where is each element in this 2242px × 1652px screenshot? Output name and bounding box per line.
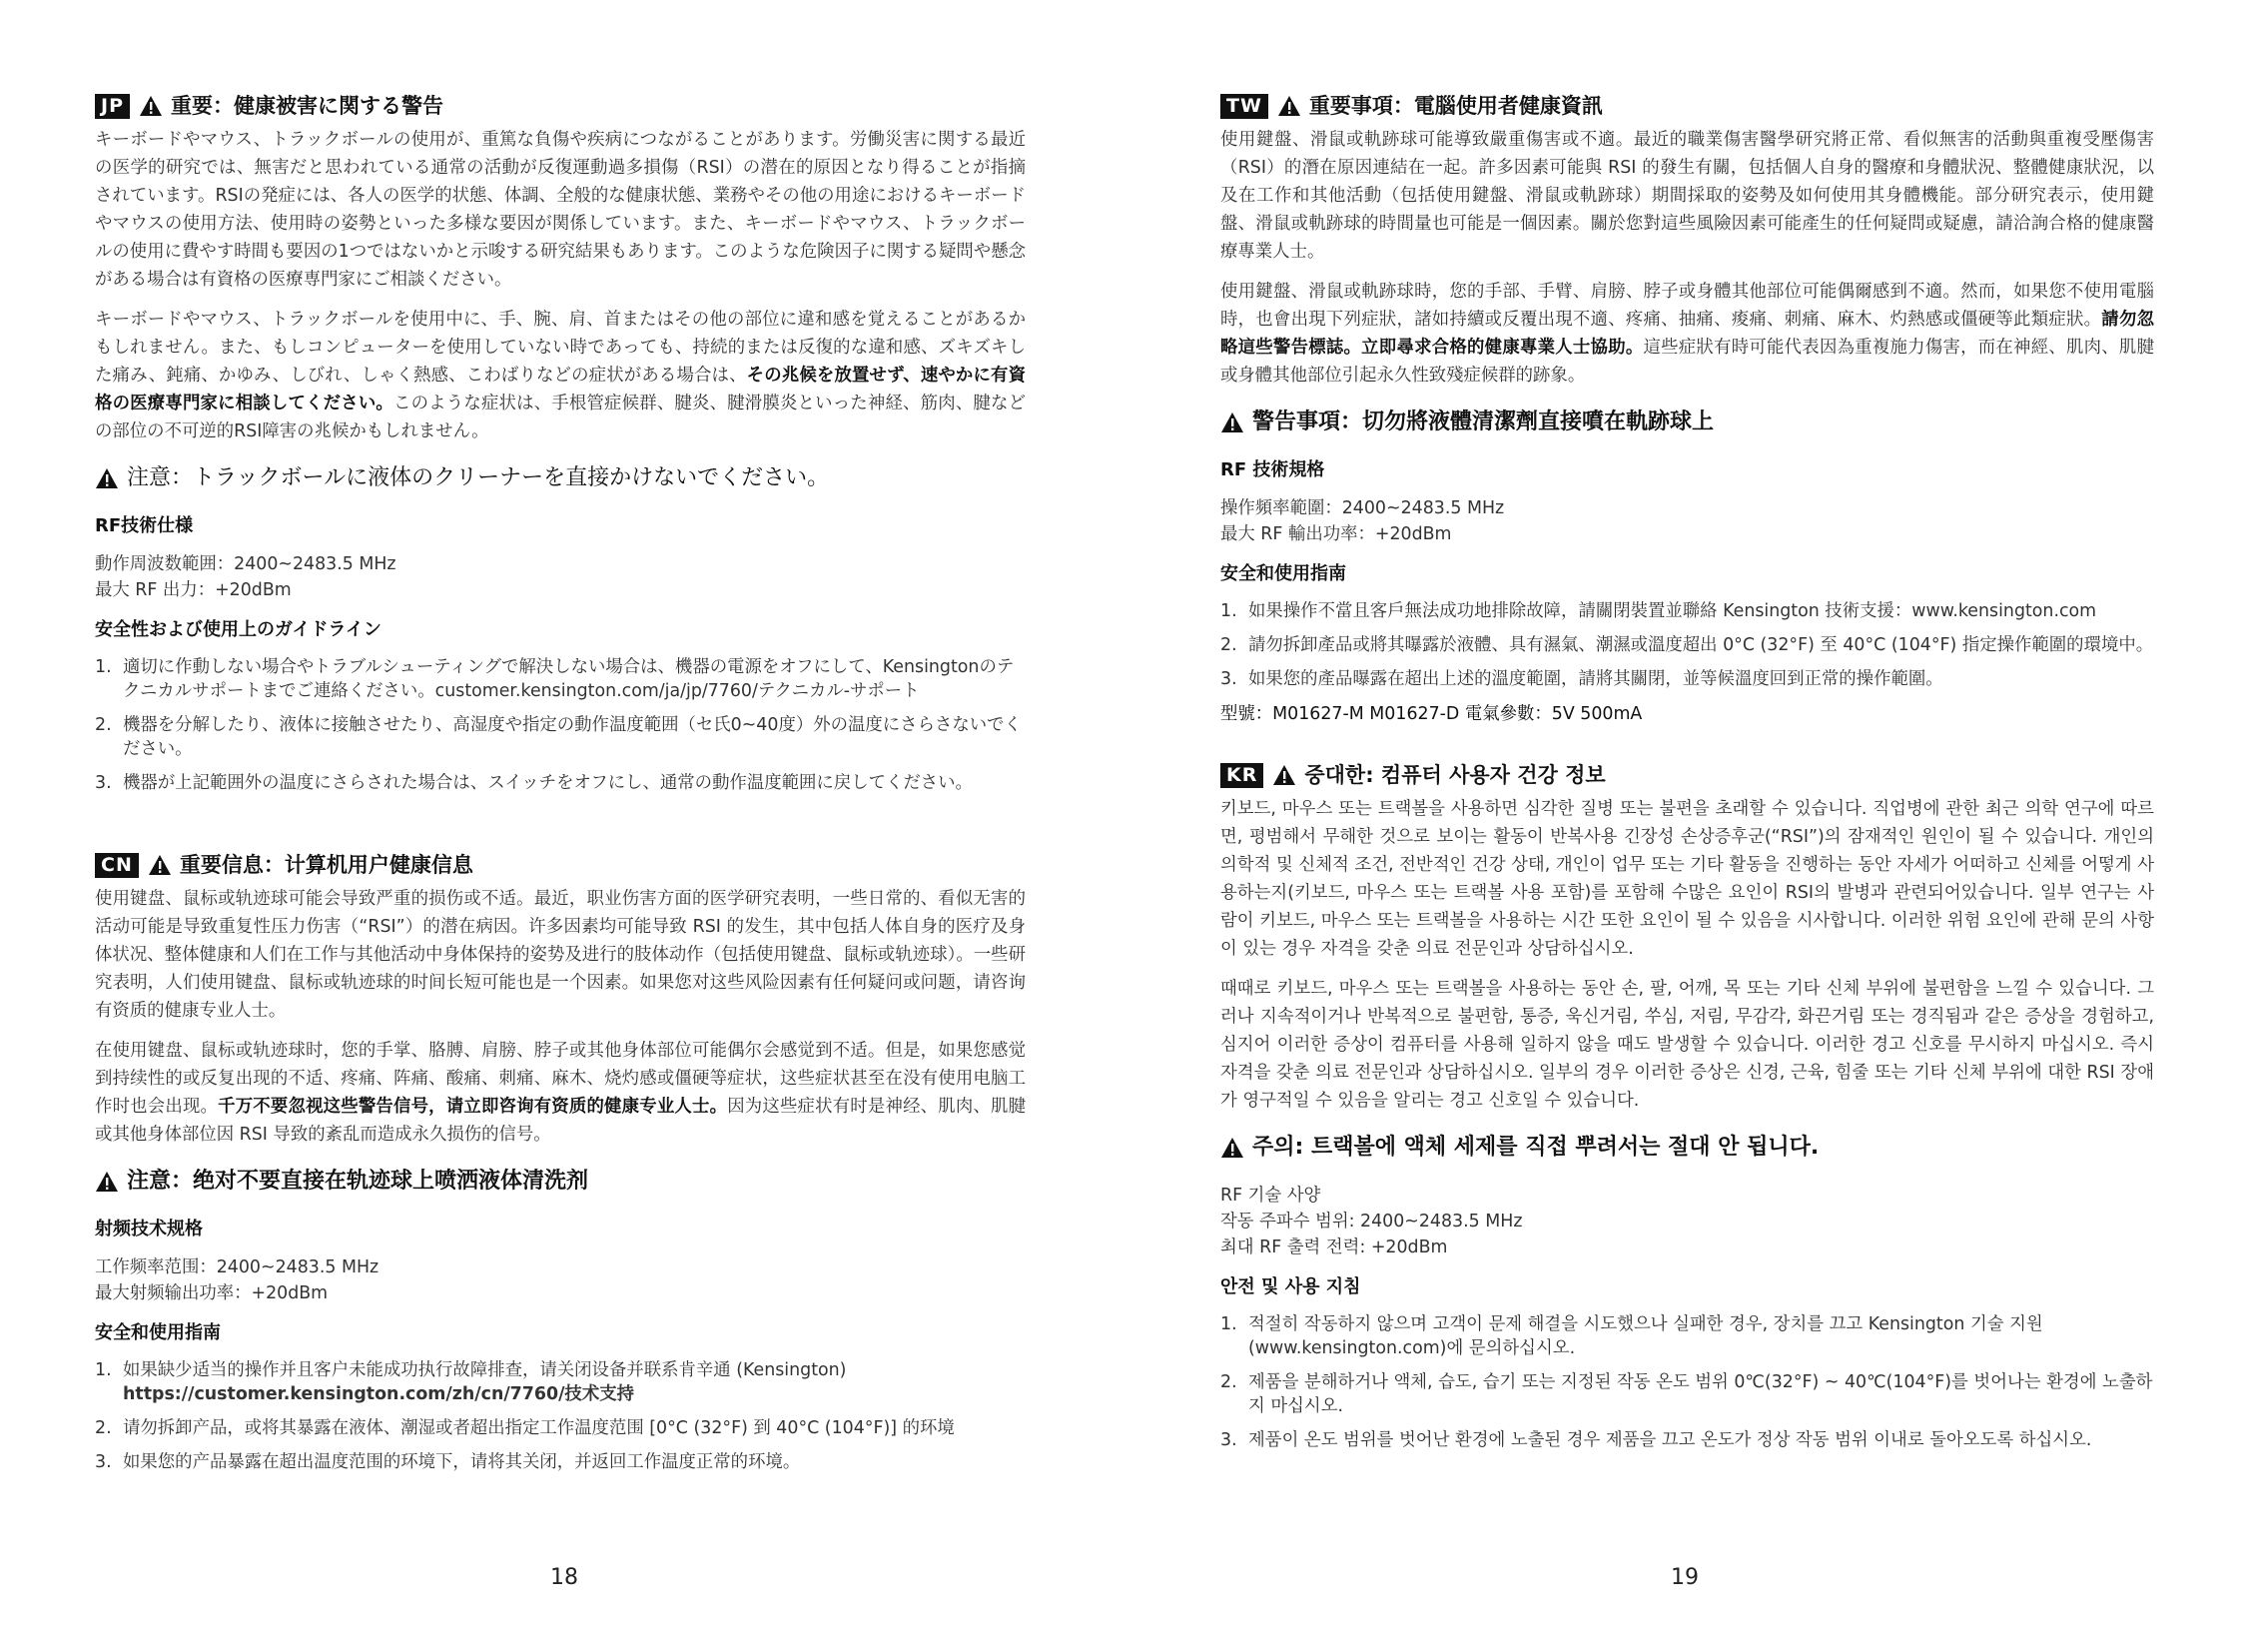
kr-section-title <box>1220 761 2154 789</box>
tw-paragraph-2-bold: 請勿忽略這些警告標誌。立即尋求合格的健康專業人士協助。 <box>1220 310 2154 358</box>
warning-triangle-icon <box>95 1171 119 1193</box>
tw-paragraph-2-tail: 這些症狀有時可能代表因為重複施力傷害，而在神經、肌肉、肌腱或身體其他部位引起永久性致殘症候群的跡象。 <box>1220 338 2154 386</box>
cn-caution <box>95 1167 1026 1197</box>
tw-caution-text: 警告事項：切勿將液體清潔劑直接噴在軌跡球上 <box>1252 410 1715 434</box>
jp-section <box>95 92 1026 795</box>
cn-rf-heading: 射频技术规格 <box>95 1219 203 1239</box>
cn-paragraph-2-bold: 千万不要忽视这些警告信号，请立即咨询有资质的健康专业人士。 <box>218 1097 728 1117</box>
tw-section <box>1220 92 2154 727</box>
cn-guide-1-text: 如果缺少适当的操作并且客户未能成功执行故障排查，请关闭设备并联系肯辛通 (Kensington) <box>123 1360 847 1380</box>
jp-paragraph-2-bold: その兆候を放置せず、速やかに有資格の医療専門家に相談してください。 <box>95 366 1026 413</box>
warning-triangle-icon <box>1220 1137 1244 1159</box>
list-item: 2. 请勿拆卸产品，或将其暴露在液体、潮湿或者超出指定工作温度范围 [0°C (32°F) 到 40°C (104°F)] 的环境 <box>95 1418 955 1438</box>
warning-triangle-icon <box>1277 95 1301 117</box>
jp-caution <box>95 463 1026 493</box>
kr-guide-heading: 안전 및 사용 지침 <box>1220 1276 1361 1297</box>
tw-paragraph-2 <box>1220 278 2154 390</box>
kr-paragraph-1: 키보드, 마우스 또는 트랙볼을 사용하면 심각한 질병 또는 불편을 초래할 수 있습니다. 직업병에 관한 최근 의학 연구에 따르면, 평범해서 무해한 것으로 보이는 활동이 반복사용 긴장성 손상증후군(“RSI”)의 잠재적인 원인이 될 수 있습니다. 개인의 의학적 및 신체적 조건, 전반적인 건강 상태, 개인이 업무 또는 기타 활동을 진행하는 동안 자세가 어떠하고 신체를 어떻게 사용하는지(키보드, 마우스 또는 트랙볼 사용 포함)를 포함해 수많은 요인이 RSI의 발병과 관련되어있습니다. 일부 연구는 사람이 키보드, 마우스 또는 트랙볼을 사용하는 시간 또한 요인이 될 수 있음을 시사합니다. 이러한 위험 요인에 관해 문의 사항이 있는 경우 자격을 갖춘 의료 전문인과 상담하십시오. <box>1220 799 2154 959</box>
cn-language-badge: CN <box>95 853 139 878</box>
tw-paragraph-1: 使用鍵盤、滑鼠或軌跡球可能導致嚴重傷害或不適。最近的職業傷害醫學研究將正常、看似無害的活動與重複受壓傷害（RSI）的潛在原因連結在一起。許多因素可能與 RSI 的發生有關，包括個人自身的醫療和身體狀況、整體健康狀況，以及在工作和其他活動（包括使用鍵盤、滑鼠或軌跡球）期間採取的姿勢及如何使用其身體機能。部分研究表示，使用鍵盤、滑鼠或軌跡球的時間量也可能是一個因素。關於您對這些風險因素可能產生的任何疑問或疑慮，請洽詢合格的健康醫療專業人士。 <box>1220 130 2154 262</box>
list-item: 3. 제품이 온도 범위를 벗어난 환경에 노출된 경우 제품을 끄고 온도가 정상 작동 범위 이내로 돌아오도록 하십시오. <box>1220 1430 2092 1450</box>
tw-model-line: 型號：M01627-M M01627-D 電氣參數：5V 500mA <box>1220 704 1643 724</box>
kr-guide-list <box>1220 1312 2154 1452</box>
page-number-right: 19 <box>1671 1565 1699 1590</box>
jp-paragraph-2-text: キーボードやマウス、トラックボールを使用中に、手、腕、肩、首またはその他の部位に違和感を覚えることがあるかもしれません。また、もしコンピューターを使用していない時であっても、持続的または反復的な違和感、ズキズキした痛み、鈍痛、かゆみ、しびれ、しゃく熱感、こわばりなどの症状がある場合は、 <box>95 310 1026 386</box>
kr-rf-heading: RF 기술 사양 <box>1220 1186 1321 1206</box>
tw-rf-specs <box>1220 495 2154 547</box>
page-right <box>1121 0 2242 1652</box>
kr-language-badge: KR <box>1220 763 1263 788</box>
tw-guide-list <box>1220 599 2154 691</box>
jp-rf-specs <box>95 551 1026 603</box>
warning-triangle-icon <box>139 95 163 117</box>
jp-paragraph-1: キーボードやマウス、トラックボールの使用が、重篤な負傷や疾病につながることがあります。労働災害に関する最近の医学的研究では、無害だと思われている通常の活動が反復運動過多損傷（RSI）の潜在的原因となり得ることが指摘されています。RSIの発症には、各人の医学的状態、体調、全般的な健康状態、業務やその他の用途におけるキーボードやマウスの使用方法、使用時の姿勢といった多様な要因が関係しています。また、キーボードやマウス、トラックボールの使用に費やす時間も要因の1つではないかと示唆する研究結果もあります。このような危険因子に関する疑問や懸念がある場合は有資格の医療専門家にご相談ください。 <box>95 130 1026 290</box>
cn-rf-power: 最大射频输出功率：+20dBm <box>95 1283 329 1303</box>
warning-triangle-icon <box>1272 764 1296 786</box>
kr-rf-frequency: 작동 주파수 범위: 2400~2483.5 MHz <box>1220 1212 1523 1232</box>
list-item: 1. 如果缺少适当的操作并且客户未能成功执行故障排查，请关闭设备并联系肯辛通 (Kensington) https://customer.kensington.com/zh/cn/7760/技术支持 <box>95 1360 847 1404</box>
cn-guide-list <box>95 1358 1026 1474</box>
cn-section-title <box>95 851 1026 879</box>
tw-section-title <box>1220 92 2154 120</box>
tw-guide-heading: 安全和使用指南 <box>1220 563 1346 584</box>
jp-paragraph-2 <box>95 306 1026 445</box>
kr-caution-text: 주의: 트랙볼에 액체 세제를 직접 뿌려서는 절대 안 됩니다. <box>1252 1135 1820 1160</box>
list-item: 3. 機器が上記範囲外の温度にさらされた場合は、スイッチをオフにし、通常の動作温度範囲に戻してください。 <box>95 773 973 793</box>
cn-section <box>95 851 1026 1474</box>
kr-paragraph-2: 때때로 키보드, 마우스 또는 트랙볼을 사용하는 동안 손, 팔, 어깨, 목 또는 기타 신체 부위에 불편함을 느낄 수 있습니다. 그러나 지속적이거나 반복적으로 불편함, 통증, 욱신거림, 쑤심, 저림, 무감각, 화끈거림 또는 경직됨과 같은 증상을 경험하고, 심지어 이러한 증상이 컴퓨터를 사용해 일하지 않을 때도 발생할 수 있습니다. 이러한 경고 신호를 무시하지 마십시오. 즉시 자격을 갖춘 의료 전문인과 상담하십시오. 일부의 경우 이러한 증상은 신경, 근육, 힘줄 또는 기타 신체 부위에 대한 RSI 장애가 영구적일 수 있음을 알리는 경고 신호일 수 있습니다. <box>1220 979 2154 1111</box>
warning-triangle-icon <box>95 467 119 489</box>
list-item: 1. 如果操作不當且客戶無法成功地排除故障，請關閉裝置並聯絡 Kensington 技術支援：www.kensington.com <box>1220 601 2097 621</box>
jp-language-badge: JP <box>95 94 130 119</box>
tw-title-text: 重要事項：電腦使用者健康資訊 <box>1308 94 1603 118</box>
cn-paragraph-2 <box>95 1037 1026 1149</box>
jp-rf-frequency: 動作周波数範囲：2400~2483.5 MHz <box>95 554 396 574</box>
kr-title-text: 중대한: 컴퓨터 사용자 건강 정보 <box>1304 763 1606 787</box>
kr-section <box>1220 761 2154 1452</box>
tw-rf-heading: RF 技術規格 <box>1220 459 1325 480</box>
kr-rf-power: 최대 RF 출력 전력: +20dBm <box>1220 1238 1448 1257</box>
cn-guide-heading: 安全和使用指南 <box>95 1322 221 1343</box>
cn-title-text: 重要信息：计算机用户健康信息 <box>179 853 473 877</box>
tw-rf-frequency: 操作頻率範圍：2400~2483.5 MHz <box>1220 498 1505 518</box>
cn-paragraph-2-text: 在使用键盘、鼠标或轨迹球时，您的手掌、胳膊、肩膀、脖子或其他身体部位可能偶尔会感觉到不适。但是，如果您感觉到持续性的或反复出现的不适、疼痛、阵痛、酸痛、刺痛、麻木、烧灼感或僵硬等症状，这些症状甚至在没有使用电脑工作时也会出现。 <box>95 1041 1026 1117</box>
tw-rf-power: 最大 RF 輸出功率：+20dBm <box>1220 524 1452 544</box>
list-item: 2. 請勿拆卸產品或將其曝露於液體、具有濕氣、潮濕或溫度超出 0°C (32°F) 至 40°C (104°F) 指定操作範圍的環境中。 <box>1220 635 2154 655</box>
jp-section-title <box>95 92 1026 120</box>
kr-caution <box>1220 1133 2154 1163</box>
cn-rf-frequency: 工作频率范围：2400~2483.5 MHz <box>95 1257 379 1277</box>
jp-guide-list <box>95 655 1026 795</box>
list-item: 1. 적절히 작동하지 않으며 고객이 문제 해결을 시도했으나 실패한 경우, 장치를 끄고 Kensington 기술 지원(www.kensington.com)에 문의하십시오. <box>1220 1314 2043 1358</box>
cn-rf-specs <box>95 1254 1026 1306</box>
cn-caution-text: 注意：绝对不要直接在轨迹球上喷洒液体清洗剂 <box>127 1169 589 1194</box>
cn-paragraph-2-tail: 因为这些症状有时是神经、肌肉、肌腱或其他身体部位因 RSI 导致的紊乱而造成永久损伤的信号。 <box>95 1097 1026 1145</box>
warning-triangle-icon <box>1220 412 1244 433</box>
tw-caution <box>1220 408 2154 437</box>
list-item: 2. 제품을 분해하거나 액체, 습도, 습기 또는 지정된 작동 온도 범위 0℃(32°F) ~ 40℃(104°F)를 벗어나는 환경에 노출하지 마십시오. <box>1220 1372 2153 1416</box>
warning-triangle-icon <box>148 854 172 876</box>
list-item: 1. 適切に作動しない場合やトラブルシューティングで解決しない場合は、機器の電源をオフにして、Kensingtonのテクニカルサポートまでご連絡ください。customer.kensington.com/ja/jp/7760/テクニカル-サポート <box>95 657 1015 701</box>
tw-language-badge: TW <box>1220 94 1268 119</box>
kr-rf-specs <box>1220 1183 2154 1260</box>
jp-rf-heading: RF技術仕様 <box>95 515 194 536</box>
list-item: 3. 如果您的產品曝露在超出上述的溫度範圍，請將其關閉，並等候溫度回到正常的操作範圍。 <box>1220 669 1943 689</box>
list-item: 3. 如果您的产品暴露在超出温度范围的环境下，请将其关闭，并返回工作温度正常的环境。 <box>95 1452 801 1472</box>
list-item: 2. 機器を分解したり、液体に接触させたり、高湿度や指定の動作温度範囲（セ氏0~40度）外の温度にさらさないでください。 <box>95 715 1022 759</box>
tw-paragraph-2-text: 使用鍵盤、滑鼠或軌跡球時，您的手部、手臂、肩膀、脖子或身體其他部位可能偶爾感到不適。然而，如果您不使用電腦時，也會出現下列症狀，諸如持續或反覆出現不適、疼痛、抽痛、痠痛、刺痛、麻木、灼熱感或僵硬等此類症狀。 <box>1220 282 2154 330</box>
cn-paragraph-1: 使用键盘、鼠标或轨迹球可能会导致严重的损伤或不适。最近，职业伤害方面的医学研究表明，一些日常的、看似无害的活动可能是导致重复性压力伤害（“RSI”）的潜在病因。许多因素均可能导致 RSI 的发生，其中包括人体自身的医疗及身体状况、整体健康和人们在工作与其他活动中身体保持的姿势及进行的肢体动作（包括使用键盘、鼠标或轨迹球）。一些研究表明，人们使用键盘、鼠标或轨迹球的时间长短可能也是一个因素。如果您对这些风险因素有任何疑问或问题，请咨询有资质的健康专业人士。 <box>95 889 1026 1021</box>
jp-caution-text: 注意：トラックボールに液体のクリーナーを直接かけないでください。 <box>127 465 830 490</box>
page-number-left: 18 <box>550 1565 578 1590</box>
jp-paragraph-2-tail: このような症状は、手根管症候群、腱炎、腱滑膜炎といった神経、筋肉、腱などの部位の不可逆的RSI障害の兆候かもしれません。 <box>95 394 1026 441</box>
cn-support-link[interactable]: https://customer.kensington.com/zh/cn/7760/技术支持 <box>123 1384 634 1404</box>
jp-guide-heading: 安全性および使用上のガイドライン <box>95 619 381 640</box>
jp-title-text: 重要：健康被害に関する警告 <box>171 94 443 118</box>
jp-rf-power: 最大 RF 出力：+20dBm <box>95 580 292 600</box>
